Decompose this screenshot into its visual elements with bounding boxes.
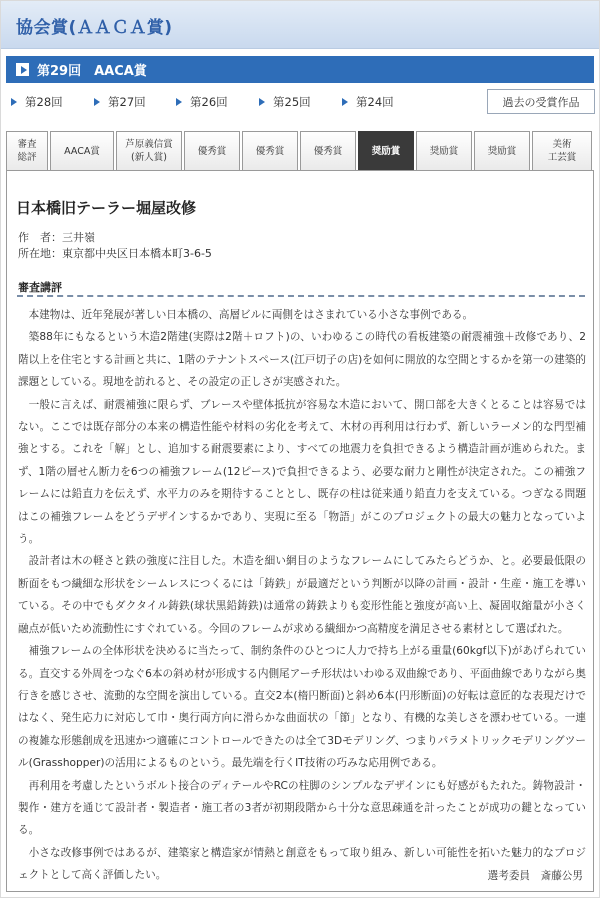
review-paragraph: 本建物は、近年発展が著しい日本橋の、高層ビルに両側をはさまれている小さな事例である。 (28, 309, 474, 321)
review-paragraph: 補強フレームの全体形状を決めるに当たって、制約条件のひとつに人力で持ち上がる重量(60kgf以下)があげられている。直交する外周をつなぐ6本の斜め材が形成する内側尾アーチ形状はいわゆる双曲線であり、平面曲線でありながら奥行きを感じさせ、流動的な空間を演出している。直交2本(楕円断面)と斜め6本(円形断面)の好転は意匠的な表現だけではなく、発生応力に対応して巾・奥行両方向に滑らかな曲面状の「節」となり、有機的な美しさを漂わせている。一連の複雑な形態創成を迅速かつ適確にコントロールできたのは全て3Dモデリング、つまりパラメトリックモデリングツール(Grasshopper)の活用によるものという。最先端を行くIT技術の巧みな応用例である。 (18, 645, 586, 770)
triangle-right-icon (11, 98, 17, 106)
review-paragraph: 設計者は木の軽さと鉄の強度に注目した。木造を細い網目のようなフレームにしてみたらどうか、と。必要最低限の断面をもつ繊細な形状をシームレスにつくるには「鋳鉄」が最適だという判断が以降の計画・設計・生産・施工を導いている。その中でもダクタイル鋳鉄(球状黒鉛鋳鉄)は通常の鋳鉄よりも変形性能と強度が高い上、凝固収縮量が小さく融点が低いため流動性にすぐれている。今回のフレームが求める繊細かつ高精度を満足させる素材として選ばれた。 (18, 555, 586, 635)
tab-review-overview[interactable]: 審査 総評 (6, 131, 48, 170)
edition-links (11, 87, 600, 117)
triangle-right-icon (176, 98, 182, 106)
review-paragraph: 再利用を考慮したというボルト接合のディテールやRCの柱脚のシンプルなデザインにも好感がもたれた。鋳物設計・製作・建方を通じて設計者・製造者・施工者の3者が初期段階から十分な意思疎通を計ったことが成功の鍵となっている。 (18, 779, 586, 837)
review-paragraph: 一般に言えば、耐震補強に限らず、ブレースや壁体抵抗が容易な木造において、開口部を大きくとることは容易ではない。ここでは既存部分の本来の構造性能や材料の劣化を考えて、木材の再利用は行わず、新しいラーメン的な門型補強とする。これを「解」とし、追加する耐震要素により、すべての地震力を負担できるよう構造計画が進められた。まず、1階の層せん断力を6つの補強フレーム(12ピース)で負担できるよう、必要な耐力と剛性が決定された。この補強フレームには鉛直力を伝えず、水平力のみを期待することとし、既存の柱は従来通り鉛直力を支えている。つぎなる問題はこの補強フレームをどうデザインするかであり、実現に至る「物語」がこのプロジェクトの最大の魅力となっていよう。 (18, 398, 586, 546)
work-title: 日本橋旧テーラー堀屋改修 (16, 199, 197, 217)
review-heading: 審査講評 (18, 281, 62, 294)
tab-ashihara-award[interactable]: 芦原義信賞 (新人賞) (116, 131, 182, 170)
award-edition-title: 第29回 AACA賞 (37, 64, 147, 79)
tab-aaca-award[interactable]: AACA賞 (50, 131, 114, 170)
review-paragraph: 築88年にもなるという木造2階建(実際は2階＋ロフト)の、いわゆるこの時代の看板建築の耐震補強＋改修であり、2階以上を住宅とする計画と共に、1階のテナントスペース(江戸切子の店)を如何に開放的な空間とするかを第一の建築的課題としている。現地を訪れると、その設定の正しさが実感された。 (18, 331, 586, 389)
dashed-divider (17, 295, 585, 297)
tab-excellence-3[interactable]: 優秀賞 (300, 131, 356, 170)
award-tabs (6, 131, 594, 170)
review-paragraph: 小さな改修事例ではあるが、建築家と構造家が情熱と創意をもって取り組み、新しい可能性を拓いた魅力的なプロジェクトとして高く評価したい。 (18, 846, 586, 882)
tab-excellence-1[interactable]: 優秀賞 (184, 131, 240, 170)
work-address: 所在地：東京都中央区日本橋本町3-6-5 (18, 247, 212, 260)
tab-encouragement-3[interactable]: 奨励賞 (474, 131, 530, 170)
award-content-panel (6, 170, 594, 892)
edition-link-28[interactable]: 第28回 (11, 94, 63, 110)
review-body (18, 304, 586, 887)
triangle-right-icon (94, 98, 100, 106)
play-icon (16, 63, 29, 76)
reviewer-signature: 選考委員 斎藤公男 (487, 870, 583, 882)
tab-art-craft-award[interactable]: 美術 工芸賞 (532, 131, 592, 170)
edition-link-26[interactable]: 第26回 (176, 94, 228, 110)
page-title: 協会賞(ＡＡＣＡ賞) (16, 18, 173, 38)
tab-encouragement-2[interactable]: 奨励賞 (416, 131, 472, 170)
edition-link-25[interactable]: 第25回 (259, 94, 311, 110)
work-author: 作 者：三井嶺 (18, 231, 95, 244)
tab-encouragement-1[interactable]: 奨励賞 (358, 131, 414, 170)
edition-link-27[interactable]: 第27回 (94, 94, 146, 110)
award-edition-bar (6, 56, 594, 83)
triangle-right-icon (342, 98, 348, 106)
page-header (1, 1, 599, 49)
triangle-right-icon (259, 98, 265, 106)
past-winners-button[interactable]: 過去の受賞作品 (487, 89, 595, 114)
edition-link-24[interactable]: 第24回 (342, 94, 394, 110)
tab-excellence-2[interactable]: 優秀賞 (242, 131, 298, 170)
